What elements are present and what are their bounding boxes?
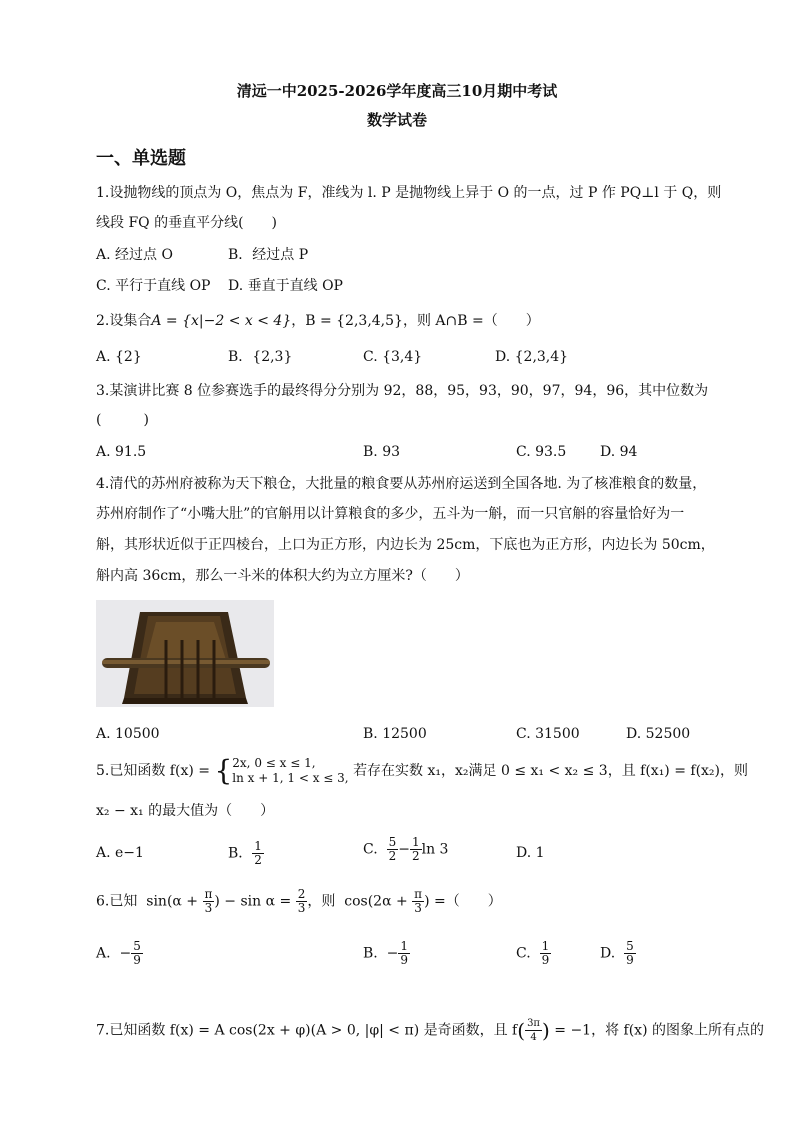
q6-c-den: 9 — [541, 953, 550, 967]
q5-option-c[interactable] — [363, 836, 448, 863]
q6-expr2-start: cos(2α + — [344, 893, 413, 910]
q6-pi-b: π — [414, 887, 423, 901]
exam-subtitle: 数学试卷 — [366, 111, 427, 129]
q4-stem-line1: 4.清代的苏州府被称为天下粮仓，大批量的粮食要从苏州府运送到全国各地. 为了核准粮食的数量， — [96, 476, 707, 492]
q3-option-d[interactable]: D. 94 — [600, 444, 638, 460]
q6-two: 2 — [297, 887, 306, 901]
q7-paren-open: ( — [517, 1018, 526, 1043]
q5-c-d2: 2 — [411, 849, 420, 863]
q6-expr2-end: ) =（ ） — [424, 893, 502, 910]
q2-set-b: ，B = {2,3,4,5}，则 A∩B =（ ） — [291, 313, 540, 329]
q5-c-n1: 5 — [388, 835, 397, 849]
q4-stem-line3: 斛，其形状近似于正四棱台，上口为正方形，内边长为 25cm，下底也为正方形，内边长为 50cm， — [96, 537, 715, 553]
q6-pi-over-3-b — [412, 888, 424, 915]
q6-b-frac — [398, 940, 410, 967]
q6-c-frac — [540, 940, 552, 967]
q5-option-d[interactable]: D. 1 — [516, 845, 545, 861]
q5-option-b-num: 1 — [254, 839, 262, 853]
q6-expr1-start: sin(α + — [146, 893, 203, 910]
q7-text-start: 7.已知函数 f(x) = A cos(2x + φ)(A > 0, |φ| < π) 是奇函数，且 f — [96, 1022, 518, 1039]
q6-option-b[interactable] — [363, 940, 410, 967]
section-title: 一、单选题 — [96, 148, 186, 169]
q2-stem — [96, 311, 540, 331]
q2-option-b[interactable]: B．{2,3} — [228, 349, 293, 365]
q5-c-d1: 2 — [388, 849, 397, 863]
q6-mid: ，则 — [307, 893, 336, 910]
q4-option-d[interactable]: D. 52500 — [626, 726, 691, 742]
q6-stem — [96, 888, 502, 915]
q5-c-tail: ln 3 — [421, 841, 449, 858]
q7-stem-line1 — [96, 1017, 764, 1044]
exam-title: 清远一中2025-2026学年度高三10月期中考试 — [236, 82, 558, 100]
q6-a-sign: − — [119, 945, 132, 962]
q5-option-b-label: B． — [228, 845, 253, 862]
q5-c-minus: − — [398, 841, 410, 858]
q2-option-d[interactable]: D. {2,3,4} — [495, 349, 569, 365]
q6-pi-over-3 — [203, 888, 215, 915]
q6-two-thirds — [296, 888, 308, 915]
q7-arg-den: 4 — [530, 1032, 537, 1043]
q3-option-c[interactable]: C. 93.5 — [516, 444, 567, 460]
q4-option-c[interactable]: C. 31500 — [516, 726, 580, 742]
q6-c-num: 1 — [541, 939, 550, 953]
q5-case-2: ln x + 1, 1 < x ≤ 3, — [232, 771, 349, 785]
q2-set-a: A = {x|−2 < x < 4} — [151, 313, 292, 329]
q1-stem-line2: 线段 FQ 的垂直平分线( ) — [96, 215, 278, 231]
q5-option-b[interactable] — [228, 840, 264, 867]
q7-arg-num: 3π — [527, 1018, 540, 1029]
q6-a-den: 9 — [133, 953, 141, 967]
q5-option-a[interactable]: A. e−1 — [96, 845, 144, 861]
q3-stem-line1: 3.某演讲比赛 8 位参赛选手的最终得分分别为 92，88，95，93，90，97，94，96，其中位数为 — [96, 383, 709, 399]
q6-c-label: C. — [516, 945, 531, 962]
q6-b-den: 9 — [400, 953, 409, 967]
q5-condition: 若存在实数 x₁，x₂满足 0 ≤ x₁ < x₂ ≤ 3，且 f(x₁) = f(x₂)，则 — [353, 763, 749, 779]
q5-option-b-fraction — [252, 840, 264, 867]
grain-measure-photo — [96, 600, 274, 707]
q7-arg-frac — [525, 1017, 542, 1044]
q5-option-c-frac1 — [387, 836, 399, 863]
q6-three-b: 3 — [414, 901, 422, 915]
q3-option-b[interactable]: B. 93 — [363, 444, 401, 460]
q6-pi: π — [204, 887, 213, 901]
q6-d-frac — [624, 940, 636, 967]
q4-option-b[interactable]: B. 12500 — [363, 726, 427, 742]
q2-option-c[interactable]: C. {3,4} — [363, 349, 423, 365]
q6-d-num: 5 — [626, 939, 634, 953]
q2-option-a[interactable]: A. {2} — [96, 349, 142, 365]
q5-brace: { — [214, 754, 233, 787]
q5-piecewise — [232, 756, 348, 786]
q5-option-c-frac2 — [410, 836, 422, 863]
q5-prefix: 5.已知函数 f(x) = — [96, 763, 210, 779]
q4-stem-line2: 苏州府制作了“小嘴大肚”的官斛用以计算粮食的多少，五斗为一斛，而一只官斛的容量恰好为一 — [96, 506, 685, 522]
q1-option-a[interactable]: A. 经过点 O — [96, 247, 173, 263]
q6-a-num: 5 — [133, 939, 141, 953]
q1-option-c[interactable]: C. 平行于直线 OP — [96, 278, 211, 294]
q1-option-d[interactable]: D. 垂直于直线 OP — [228, 278, 343, 294]
q5-c-n2: 1 — [411, 835, 420, 849]
q6-d-den: 9 — [626, 953, 634, 967]
q6-a-label: A. — [96, 945, 111, 962]
q5-option-b-den: 2 — [254, 853, 262, 867]
q5-option-c-label: C. — [363, 841, 378, 858]
q6-b-num: 1 — [400, 939, 409, 953]
q3-option-a[interactable]: A. 91.5 — [96, 444, 147, 460]
q6-option-d[interactable] — [600, 940, 636, 967]
q6-three2: 3 — [297, 901, 306, 915]
q7-text-end: = −1，将 f(x) 的图象上所有点的 — [549, 1022, 764, 1039]
q6-option-a[interactable] — [96, 940, 143, 967]
q7-paren-close: ) — [542, 1018, 550, 1043]
q6-b-label: B. — [363, 945, 378, 962]
q5-stem-line1 — [96, 756, 748, 786]
q5-case-1: 2x, 0 ≤ x ≤ 1, — [232, 756, 316, 770]
q1-stem-line1: 1.设抛物线的顶点为 O，焦点为 F，准线为 l. P 是抛物线上异于 O 的一点，过 P 作 PQ⊥l 于 Q，则 — [96, 185, 722, 201]
q1-option-b[interactable]: B．经过点 P — [228, 247, 309, 263]
q6-prefix: 6.已知 — [96, 893, 138, 910]
q5-stem-line2: x₂ − x₁ 的最大值为（ ） — [96, 803, 275, 819]
q6-b-sign: − — [386, 945, 399, 962]
q4-stem-line4: 斛内高 36cm，那么一斗米的体积大约为立方厘米?（ ） — [96, 568, 469, 584]
q4-option-a[interactable]: A. 10500 — [96, 726, 160, 742]
q3-stem-line2: ( ) — [96, 412, 149, 428]
q6-d-label: D. — [600, 945, 616, 962]
q6-expr1-end: ) − sin α = — [214, 893, 296, 910]
q6-a-frac — [131, 940, 143, 967]
q6-option-c[interactable] — [516, 940, 551, 967]
q6-three: 3 — [204, 901, 213, 915]
q2-prefix: 2.设集合 — [96, 313, 152, 329]
